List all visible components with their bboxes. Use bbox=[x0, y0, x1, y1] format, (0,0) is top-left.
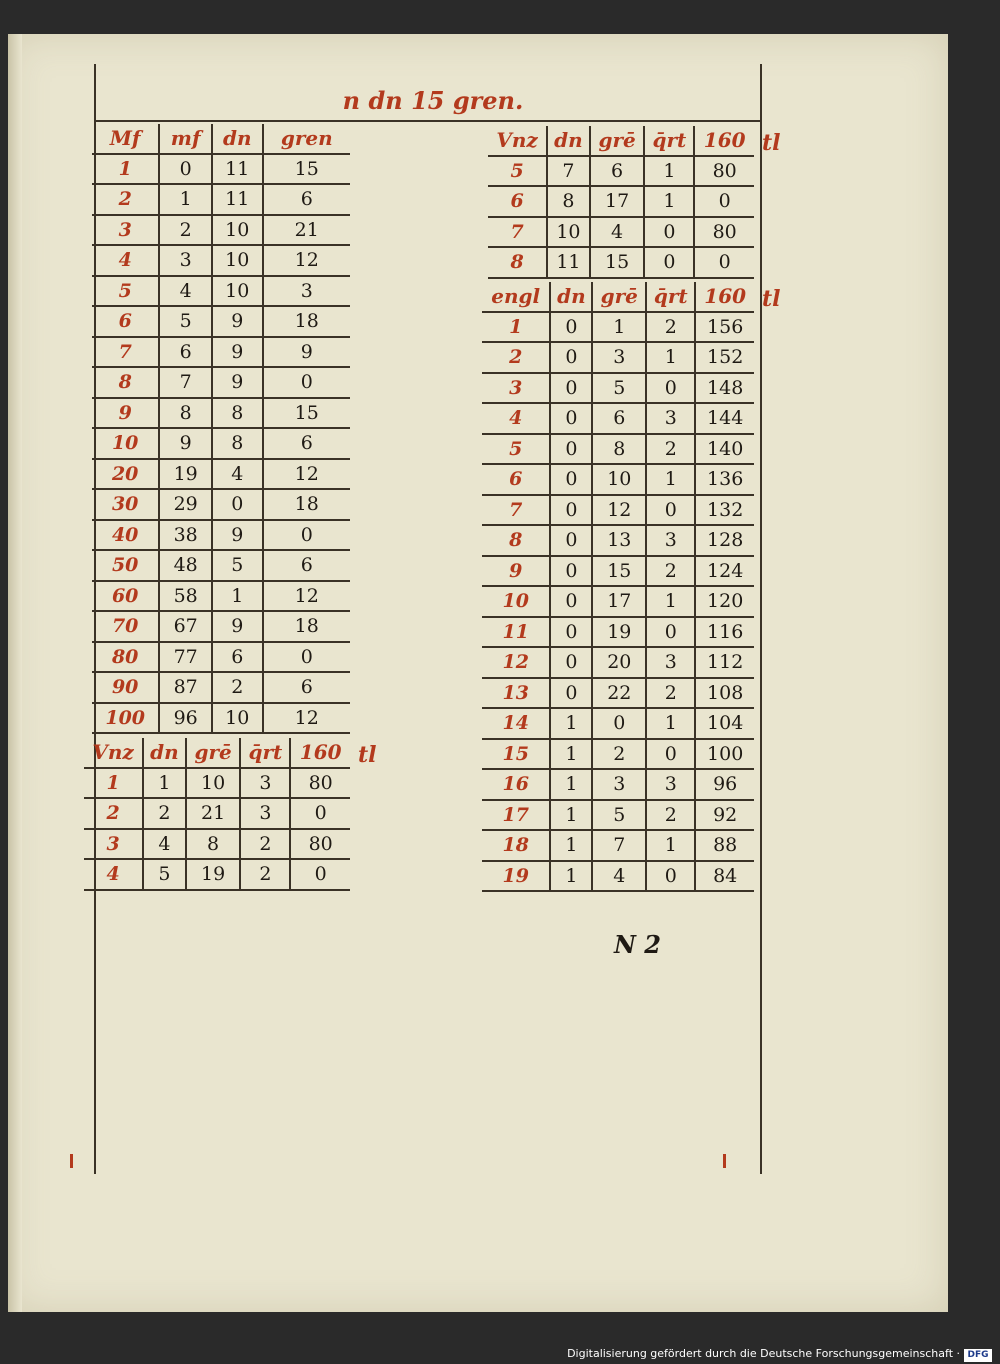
lower-left-red-mark bbox=[70, 1154, 73, 1168]
table-cell: 15 bbox=[263, 398, 350, 429]
table-cell: 77 bbox=[159, 642, 212, 673]
table-cell: 15 bbox=[590, 247, 645, 278]
table-cell: 11 bbox=[212, 184, 263, 215]
row-number-cell: 8 bbox=[482, 525, 550, 556]
table-cell: 9 bbox=[212, 611, 263, 642]
table-row bbox=[92, 245, 350, 276]
table-cell: 5 bbox=[159, 306, 212, 337]
table-unze-left bbox=[84, 738, 350, 891]
table-cell: 0 bbox=[550, 434, 592, 465]
table-cell: 9 bbox=[212, 337, 263, 368]
table-row bbox=[92, 276, 350, 307]
page-title: n dn 15 gren. bbox=[342, 86, 524, 115]
table-cell: 0 bbox=[646, 739, 695, 770]
table-cell: 0 bbox=[159, 154, 212, 185]
table-cell: 0 bbox=[212, 489, 263, 520]
table-cell: 0 bbox=[550, 525, 592, 556]
table-cell: 3 bbox=[240, 768, 290, 799]
table-cell: 7 bbox=[547, 156, 590, 187]
row-number-cell: 6 bbox=[482, 464, 550, 495]
table-mark-conversion bbox=[92, 124, 350, 734]
table-cell: 0 bbox=[550, 556, 592, 587]
table-cell: 3 bbox=[263, 276, 350, 307]
table-row bbox=[84, 829, 350, 860]
table-unze-right bbox=[488, 126, 754, 279]
row-number-cell: 4 bbox=[482, 403, 550, 434]
table-row bbox=[84, 859, 350, 890]
column-header: mf bbox=[159, 124, 212, 154]
table-cell: 2 bbox=[646, 312, 695, 343]
table-cell: 1 bbox=[143, 768, 186, 799]
table-cell: 0 bbox=[550, 403, 592, 434]
row-number-cell: 2 bbox=[84, 798, 143, 829]
table-row bbox=[92, 337, 350, 368]
table-row bbox=[92, 489, 350, 520]
row-number-cell: 18 bbox=[482, 830, 550, 861]
table-cell: 9 bbox=[212, 306, 263, 337]
table-cell: 112 bbox=[695, 647, 754, 678]
table-cell: 116 bbox=[695, 617, 754, 648]
table-cell: 6 bbox=[263, 672, 350, 703]
table-cell: 8 bbox=[186, 829, 241, 860]
table-row bbox=[482, 434, 754, 465]
table-cell: 8 bbox=[212, 428, 263, 459]
table-cell: 12 bbox=[263, 459, 350, 490]
table-cell: 2 bbox=[646, 434, 695, 465]
table-row bbox=[92, 642, 350, 673]
table-row bbox=[482, 586, 754, 617]
table-cell: 124 bbox=[695, 556, 754, 587]
table-cell: 9 bbox=[263, 337, 350, 368]
table-cell: 5 bbox=[143, 859, 186, 890]
table-cell: 0 bbox=[646, 617, 695, 648]
column-header: grē bbox=[186, 738, 241, 768]
table-row bbox=[92, 611, 350, 642]
table-row bbox=[92, 550, 350, 581]
table-row bbox=[482, 556, 754, 587]
table-cell: 8 bbox=[159, 398, 212, 429]
table-cell: 0 bbox=[263, 520, 350, 551]
table-cell: 17 bbox=[590, 186, 645, 217]
row-number-cell: 9 bbox=[92, 398, 159, 429]
table-row bbox=[482, 525, 754, 556]
column-header: Mf bbox=[92, 124, 159, 154]
column-header: gren bbox=[263, 124, 350, 154]
row-number-cell: 12 bbox=[482, 647, 550, 678]
table-cell: 38 bbox=[159, 520, 212, 551]
table-cell: 1 bbox=[646, 830, 695, 861]
table-cell: 1 bbox=[646, 342, 695, 373]
table-row bbox=[482, 403, 754, 434]
table-cell: 0 bbox=[644, 247, 694, 278]
table-cell: 104 bbox=[695, 708, 754, 739]
table-cell: 1 bbox=[159, 184, 212, 215]
table-cell: 140 bbox=[695, 434, 754, 465]
table-cell: 0 bbox=[694, 186, 754, 217]
table-cell: 0 bbox=[550, 312, 592, 343]
table-cell: 11 bbox=[212, 154, 263, 185]
column-header: dn bbox=[143, 738, 186, 768]
table-header-row bbox=[84, 738, 350, 768]
table-cell: 80 bbox=[694, 217, 754, 248]
table-row bbox=[482, 647, 754, 678]
table-cell: 10 bbox=[547, 217, 590, 248]
row-number-cell: 100 bbox=[92, 703, 159, 734]
table-cell: 4 bbox=[212, 459, 263, 490]
table-header-row bbox=[488, 126, 754, 156]
table-cell: 3 bbox=[592, 769, 646, 800]
table-cell: 3 bbox=[240, 798, 290, 829]
table-cell: 87 bbox=[159, 672, 212, 703]
table-cell: 108 bbox=[695, 678, 754, 709]
row-number-cell: 10 bbox=[92, 428, 159, 459]
row-number-cell: 90 bbox=[92, 672, 159, 703]
column-header: grē bbox=[590, 126, 645, 156]
column-header: dn bbox=[550, 282, 592, 312]
table-cell: 100 bbox=[695, 739, 754, 770]
table-cell: 80 bbox=[290, 768, 350, 799]
row-number-cell: 80 bbox=[92, 642, 159, 673]
table-cell: 15 bbox=[592, 556, 646, 587]
table-engl bbox=[482, 282, 754, 892]
table-cell: 88 bbox=[695, 830, 754, 861]
table-row bbox=[488, 186, 754, 217]
table-header-row bbox=[92, 124, 350, 154]
row-number-cell: 50 bbox=[92, 550, 159, 581]
table-cell: 4 bbox=[143, 829, 186, 860]
row-number-cell: 6 bbox=[92, 306, 159, 337]
table-row bbox=[92, 184, 350, 215]
row-number-cell: 5 bbox=[488, 156, 547, 187]
dfg-logo-icon: DFG bbox=[964, 1349, 992, 1362]
table-cell: 0 bbox=[290, 859, 350, 890]
table-cell: 1 bbox=[644, 156, 694, 187]
row-number-cell: 16 bbox=[482, 769, 550, 800]
column-header: dn bbox=[212, 124, 263, 154]
table-row bbox=[92, 367, 350, 398]
row-number-cell: 11 bbox=[482, 617, 550, 648]
table-cell: 10 bbox=[212, 215, 263, 246]
table-cell: 4 bbox=[159, 276, 212, 307]
table-cell: 4 bbox=[590, 217, 645, 248]
table-cell: 0 bbox=[290, 798, 350, 829]
table-cell: 6 bbox=[590, 156, 645, 187]
table-cell: 2 bbox=[646, 678, 695, 709]
signature-mark: N 2 bbox=[614, 930, 661, 959]
table-row bbox=[482, 708, 754, 739]
table-row bbox=[84, 798, 350, 829]
row-number-cell: 8 bbox=[92, 367, 159, 398]
row-number-cell: 5 bbox=[482, 434, 550, 465]
table-cell: 48 bbox=[159, 550, 212, 581]
table-cell: 5 bbox=[592, 800, 646, 831]
table-cell: 5 bbox=[592, 373, 646, 404]
row-number-cell: 8 bbox=[488, 247, 547, 278]
table-unze-right-suffix: tl bbox=[762, 130, 781, 156]
table-row bbox=[482, 739, 754, 770]
row-number-cell: 10 bbox=[482, 586, 550, 617]
table-cell: 10 bbox=[212, 703, 263, 734]
page-gutter-shadow bbox=[8, 34, 22, 1312]
table-cell: 3 bbox=[159, 245, 212, 276]
table-cell: 12 bbox=[263, 245, 350, 276]
table-cell: 6 bbox=[592, 403, 646, 434]
table-cell: 6 bbox=[212, 642, 263, 673]
table-cell: 22 bbox=[592, 678, 646, 709]
row-number-cell: 40 bbox=[92, 520, 159, 551]
table-cell: 0 bbox=[263, 642, 350, 673]
table-cell: 7 bbox=[592, 830, 646, 861]
row-number-cell: 30 bbox=[92, 489, 159, 520]
table-cell: 0 bbox=[550, 464, 592, 495]
table-engl-suffix: tl bbox=[762, 286, 781, 312]
table-cell: 96 bbox=[695, 769, 754, 800]
column-header: q̄rt bbox=[646, 282, 695, 312]
table-cell: 128 bbox=[695, 525, 754, 556]
column-header: dn bbox=[547, 126, 590, 156]
table-cell: 132 bbox=[695, 495, 754, 526]
table-cell: 1 bbox=[592, 312, 646, 343]
table-row bbox=[482, 495, 754, 526]
table-cell: 6 bbox=[159, 337, 212, 368]
table-cell: 0 bbox=[550, 647, 592, 678]
table-row bbox=[92, 215, 350, 246]
table-row bbox=[92, 154, 350, 185]
table-cell: 0 bbox=[550, 586, 592, 617]
manuscript-page bbox=[8, 34, 948, 1312]
row-number-cell: 19 bbox=[482, 861, 550, 892]
row-number-cell: 2 bbox=[92, 184, 159, 215]
lower-right-red-mark bbox=[723, 1154, 726, 1168]
column-header: Vnz bbox=[84, 738, 143, 768]
table-cell: 3 bbox=[646, 403, 695, 434]
table-cell: 58 bbox=[159, 581, 212, 612]
table-cell: 2 bbox=[212, 672, 263, 703]
row-number-cell: 13 bbox=[482, 678, 550, 709]
table-cell: 8 bbox=[592, 434, 646, 465]
row-number-cell: 6 bbox=[488, 186, 547, 217]
row-number-cell: 20 bbox=[92, 459, 159, 490]
table-cell: 80 bbox=[290, 829, 350, 860]
row-number-cell: 1 bbox=[92, 154, 159, 185]
footer-credit: Digitalisierung gefördert durch die Deutsche Forschungsgemeinschaft · bbox=[567, 1347, 960, 1360]
table-row bbox=[482, 617, 754, 648]
table-row bbox=[92, 459, 350, 490]
table-row bbox=[92, 520, 350, 551]
table-cell: 19 bbox=[592, 617, 646, 648]
table-cell: 1 bbox=[550, 769, 592, 800]
table-row bbox=[488, 247, 754, 278]
table-row bbox=[92, 428, 350, 459]
table-row bbox=[92, 306, 350, 337]
table-row bbox=[482, 800, 754, 831]
table-row bbox=[92, 581, 350, 612]
table-row bbox=[92, 398, 350, 429]
column-header: q̄rt bbox=[644, 126, 694, 156]
row-number-cell: 70 bbox=[92, 611, 159, 642]
table-cell: 0 bbox=[550, 617, 592, 648]
table-cell: 92 bbox=[695, 800, 754, 831]
row-number-cell: 1 bbox=[482, 312, 550, 343]
table-cell: 20 bbox=[592, 647, 646, 678]
table-cell: 3 bbox=[646, 525, 695, 556]
row-number-cell: 7 bbox=[482, 495, 550, 526]
row-number-cell: 15 bbox=[482, 739, 550, 770]
column-header: q̄rt bbox=[240, 738, 290, 768]
table-cell: 6 bbox=[263, 428, 350, 459]
table-row bbox=[482, 861, 754, 892]
table-cell: 18 bbox=[263, 489, 350, 520]
table-cell: 0 bbox=[646, 373, 695, 404]
table-cell: 0 bbox=[550, 678, 592, 709]
table-cell: 1 bbox=[646, 464, 695, 495]
table-row bbox=[482, 342, 754, 373]
row-number-cell: 3 bbox=[92, 215, 159, 246]
column-header: Vnz bbox=[488, 126, 547, 156]
row-number-cell: 5 bbox=[92, 276, 159, 307]
table-cell: 80 bbox=[694, 156, 754, 187]
table-cell: 3 bbox=[646, 769, 695, 800]
table-row bbox=[488, 217, 754, 248]
table-cell: 0 bbox=[592, 708, 646, 739]
row-number-cell: 1 bbox=[84, 768, 143, 799]
table-cell: 7 bbox=[159, 367, 212, 398]
table-cell: 9 bbox=[212, 520, 263, 551]
table-cell: 19 bbox=[186, 859, 241, 890]
table-cell: 9 bbox=[212, 367, 263, 398]
table-cell: 0 bbox=[263, 367, 350, 398]
table-cell: 6 bbox=[263, 550, 350, 581]
table-cell: 21 bbox=[186, 798, 241, 829]
table-cell: 144 bbox=[695, 403, 754, 434]
column-header: grē bbox=[592, 282, 646, 312]
table-cell: 1 bbox=[550, 739, 592, 770]
table-cell: 12 bbox=[263, 703, 350, 734]
table-cell: 1 bbox=[550, 830, 592, 861]
table-cell: 9 bbox=[159, 428, 212, 459]
row-number-cell: 9 bbox=[482, 556, 550, 587]
table-cell: 21 bbox=[263, 215, 350, 246]
column-header: 160 bbox=[290, 738, 350, 768]
table-row bbox=[482, 464, 754, 495]
table-cell: 0 bbox=[694, 247, 754, 278]
row-number-cell: 3 bbox=[482, 373, 550, 404]
table-row bbox=[92, 703, 350, 734]
table-cell: 152 bbox=[695, 342, 754, 373]
table-cell: 136 bbox=[695, 464, 754, 495]
table-cell: 3 bbox=[592, 342, 646, 373]
table-cell: 1 bbox=[212, 581, 263, 612]
table-cell: 10 bbox=[592, 464, 646, 495]
table-cell: 0 bbox=[550, 373, 592, 404]
table-cell: 1 bbox=[646, 586, 695, 617]
table-cell: 2 bbox=[143, 798, 186, 829]
table-cell: 1 bbox=[550, 800, 592, 831]
table-cell: 17 bbox=[592, 586, 646, 617]
row-number-cell: 7 bbox=[488, 217, 547, 248]
table-cell: 10 bbox=[212, 245, 263, 276]
table-cell: 0 bbox=[550, 342, 592, 373]
column-header: 160 bbox=[694, 126, 754, 156]
table-cell: 120 bbox=[695, 586, 754, 617]
table-cell: 18 bbox=[263, 611, 350, 642]
table-cell: 19 bbox=[159, 459, 212, 490]
table-cell: 2 bbox=[159, 215, 212, 246]
row-number-cell: 7 bbox=[92, 337, 159, 368]
table-cell: 8 bbox=[212, 398, 263, 429]
table-cell: 4 bbox=[592, 861, 646, 892]
table-cell: 12 bbox=[263, 581, 350, 612]
column-header: engl bbox=[482, 282, 550, 312]
right-frame-rule bbox=[760, 64, 762, 1174]
row-number-cell: 3 bbox=[84, 829, 143, 860]
row-number-cell: 60 bbox=[92, 581, 159, 612]
table-cell: 1 bbox=[644, 186, 694, 217]
table-row bbox=[92, 672, 350, 703]
row-number-cell: 4 bbox=[92, 245, 159, 276]
table-cell: 2 bbox=[240, 829, 290, 860]
footer-bar bbox=[0, 1346, 1000, 1364]
table-cell: 2 bbox=[240, 859, 290, 890]
table-cell: 3 bbox=[646, 647, 695, 678]
row-number-cell: 4 bbox=[84, 859, 143, 890]
table-cell: 18 bbox=[263, 306, 350, 337]
column-header: 160 bbox=[695, 282, 754, 312]
table-cell: 10 bbox=[212, 276, 263, 307]
table-row bbox=[482, 830, 754, 861]
table-cell: 156 bbox=[695, 312, 754, 343]
table-row bbox=[482, 678, 754, 709]
row-number-cell: 17 bbox=[482, 800, 550, 831]
table-header-row bbox=[482, 282, 754, 312]
table-cell: 2 bbox=[592, 739, 646, 770]
table-cell: 84 bbox=[695, 861, 754, 892]
table-cell: 1 bbox=[646, 708, 695, 739]
table-cell: 29 bbox=[159, 489, 212, 520]
table-cell: 12 bbox=[592, 495, 646, 526]
table-cell: 1 bbox=[550, 708, 592, 739]
table-cell: 11 bbox=[547, 247, 590, 278]
table-cell: 15 bbox=[263, 154, 350, 185]
table-cell: 8 bbox=[547, 186, 590, 217]
table-row bbox=[482, 373, 754, 404]
table-cell: 10 bbox=[186, 768, 241, 799]
table-cell: 13 bbox=[592, 525, 646, 556]
table-cell: 2 bbox=[646, 800, 695, 831]
table-cell: 0 bbox=[644, 217, 694, 248]
table-cell: 96 bbox=[159, 703, 212, 734]
row-number-cell: 14 bbox=[482, 708, 550, 739]
table-cell: 0 bbox=[550, 495, 592, 526]
table-cell: 0 bbox=[646, 861, 695, 892]
table-cell: 67 bbox=[159, 611, 212, 642]
table-cell: 5 bbox=[212, 550, 263, 581]
table-row bbox=[482, 769, 754, 800]
table-cell: 1 bbox=[550, 861, 592, 892]
table-cell: 0 bbox=[646, 495, 695, 526]
top-frame-rule bbox=[94, 120, 762, 122]
table-cell: 148 bbox=[695, 373, 754, 404]
table-row bbox=[488, 156, 754, 187]
table-unze-left-suffix: tl bbox=[358, 742, 377, 768]
table-row bbox=[482, 312, 754, 343]
row-number-cell: 2 bbox=[482, 342, 550, 373]
table-cell: 2 bbox=[646, 556, 695, 587]
table-row bbox=[84, 768, 350, 799]
table-cell: 6 bbox=[263, 184, 350, 215]
